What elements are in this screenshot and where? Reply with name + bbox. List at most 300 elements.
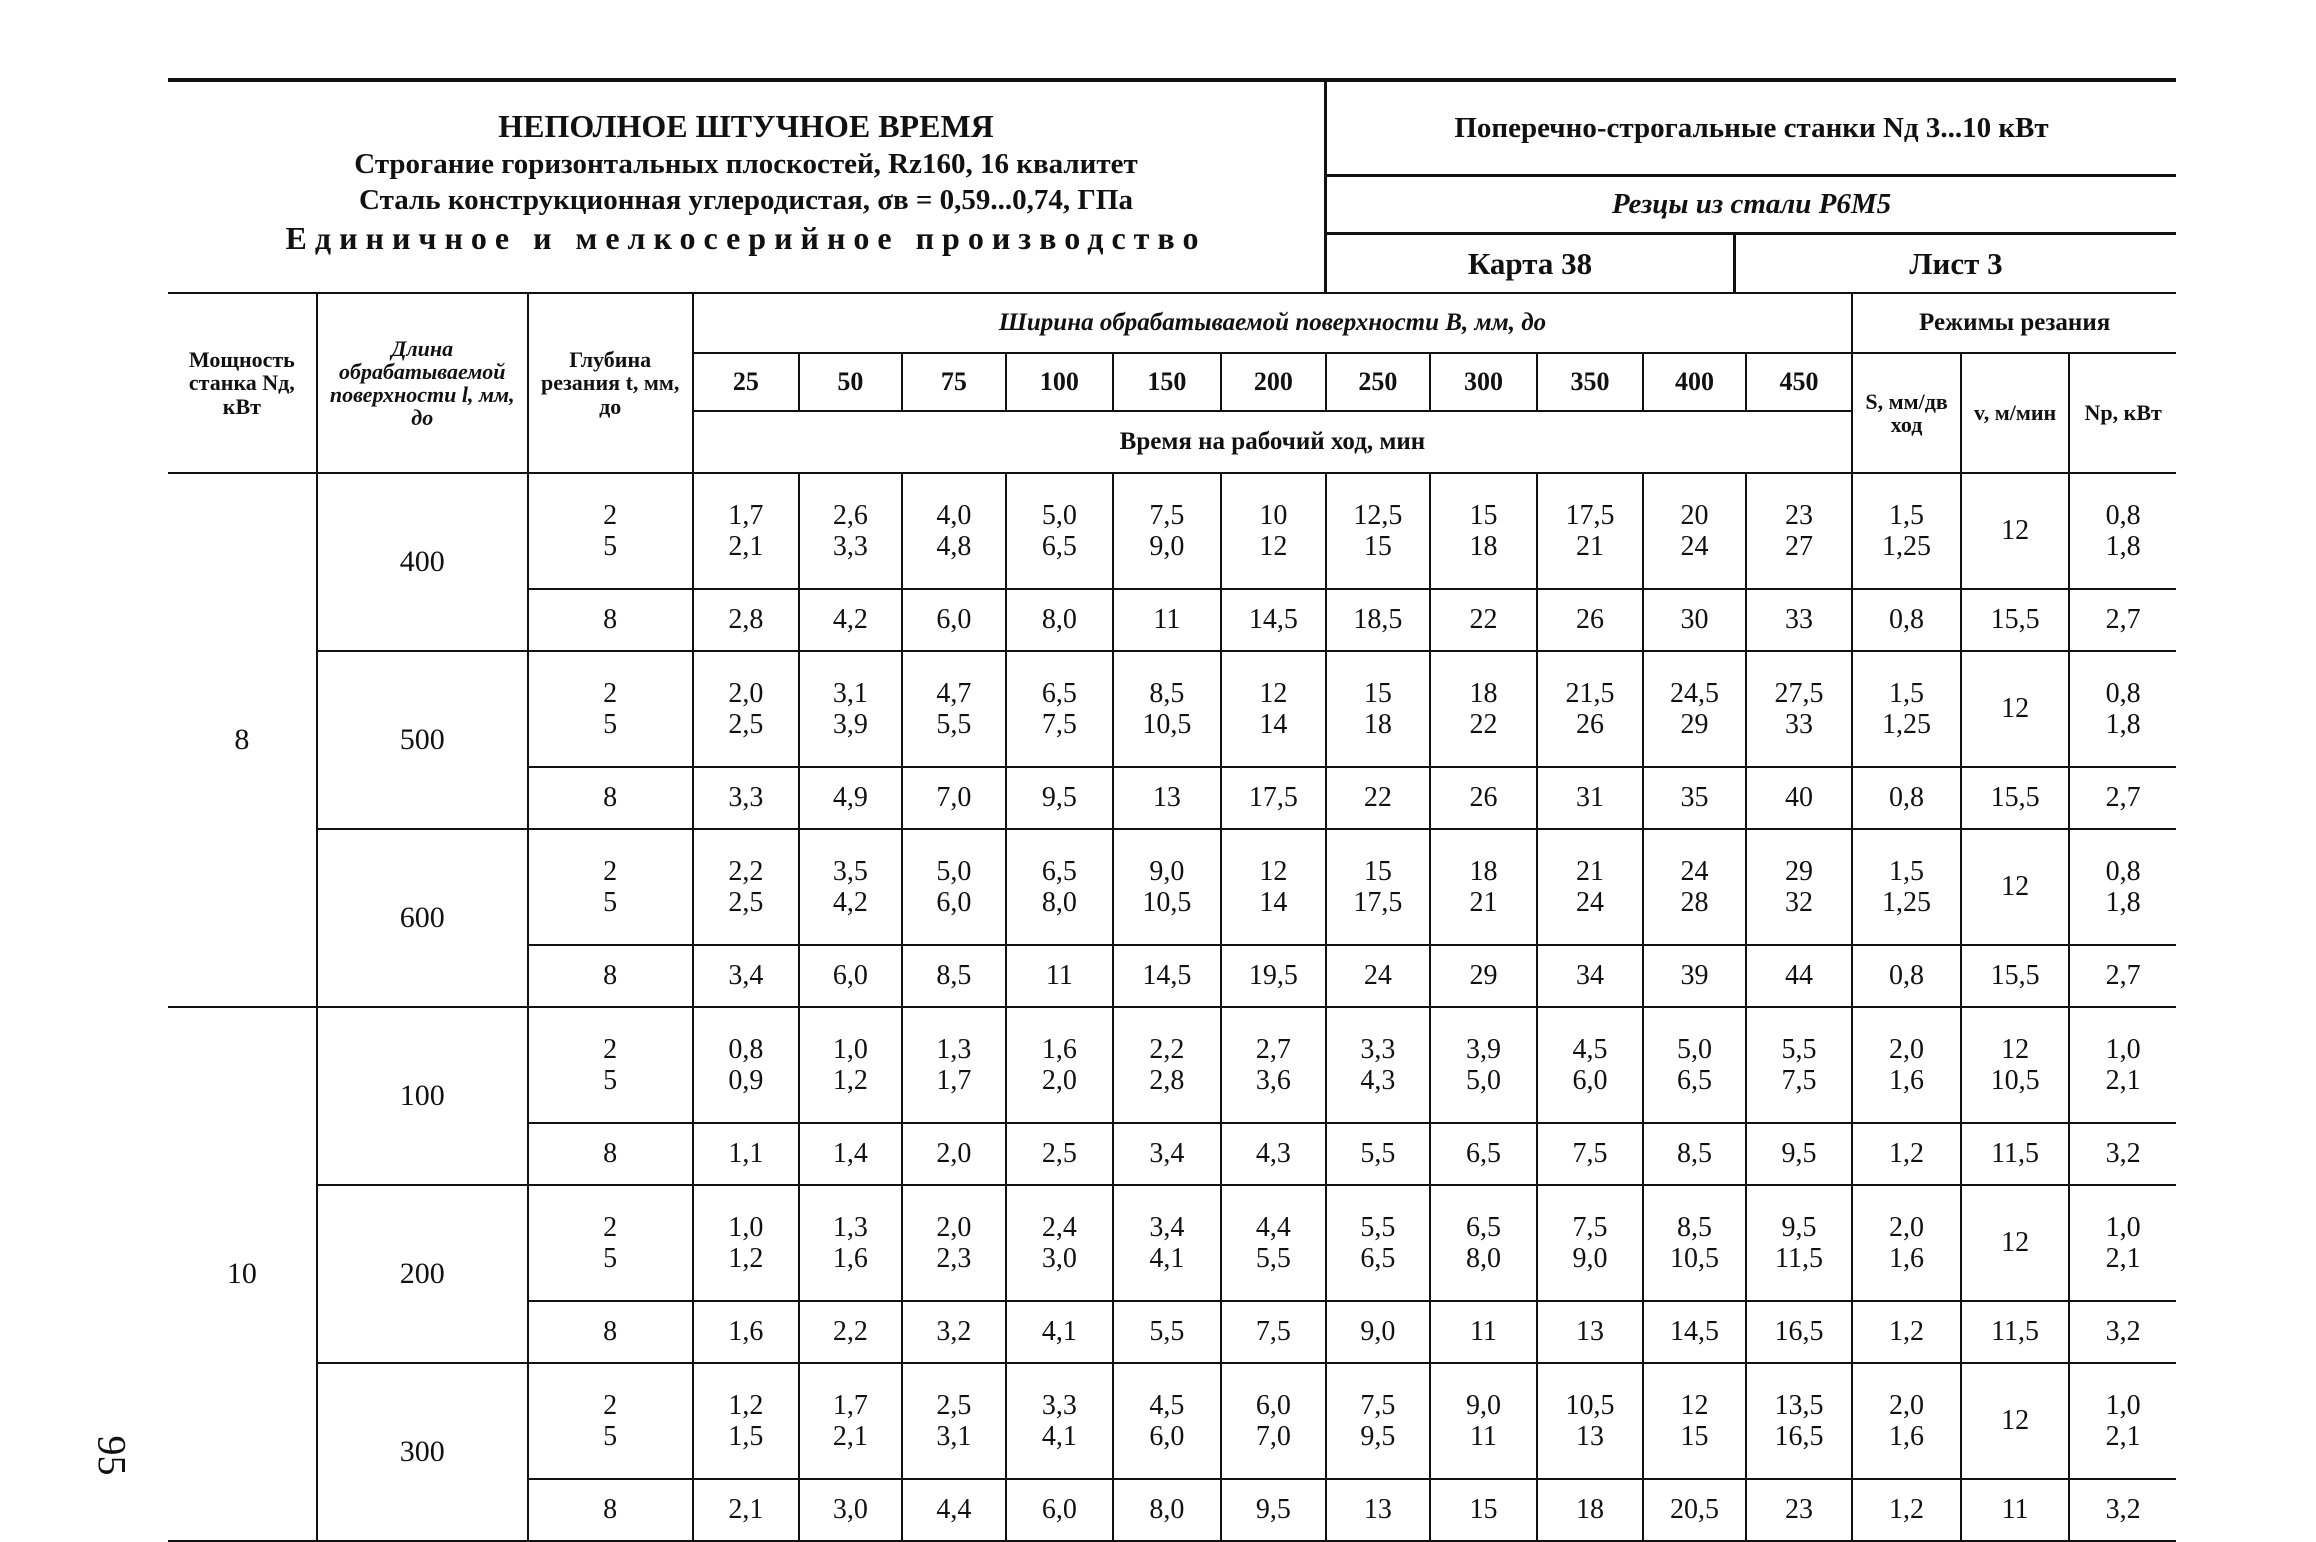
time-cell-value: 2,1 xyxy=(728,531,764,562)
time-cell xyxy=(1537,589,1644,651)
time-cell-value: 1,2 xyxy=(728,1389,764,1421)
length-cell: 200 xyxy=(317,1185,528,1363)
time-cell xyxy=(1746,1363,1853,1479)
time-cell-value: 18 xyxy=(1575,1494,1604,1526)
time-cell-value: 13,5 xyxy=(1774,1389,1824,1421)
time-cell-value: 2,6 xyxy=(832,499,868,531)
time-cell-value: 10,5 xyxy=(1142,709,1192,740)
time-cell xyxy=(902,1301,1007,1363)
time-cell xyxy=(799,1185,902,1301)
time-cell xyxy=(1006,1363,1113,1479)
speed-cell-value: 12 xyxy=(2001,515,2030,547)
time-cell xyxy=(1006,589,1113,651)
feed-cell xyxy=(1852,473,1961,589)
depth-cell xyxy=(528,1185,693,1301)
time-cell-value: 5,0 xyxy=(936,855,972,887)
time-cell-value: 3,3 xyxy=(728,782,764,814)
time-cell xyxy=(1221,767,1326,829)
time-cell-value: 10,5 xyxy=(1669,1243,1719,1274)
time-cell-value: 7,5 xyxy=(1360,1389,1396,1421)
time-cell-value: 4,4 xyxy=(936,1494,972,1526)
time-cell xyxy=(1643,651,1746,767)
time-cell xyxy=(1326,1363,1431,1479)
time-cell-value: 14,5 xyxy=(1248,604,1298,636)
time-cell-value: 21 xyxy=(1575,531,1604,562)
time-cell-value: 2,8 xyxy=(728,604,764,636)
time-cell-value: 3,1 xyxy=(832,677,868,709)
speed-cell xyxy=(1961,829,2070,945)
time-cell-value: 4,1 xyxy=(1149,1243,1185,1274)
time-cell xyxy=(1113,1007,1222,1123)
width-header-cell: 25 xyxy=(693,353,800,411)
feed-cell-value: 1,25 xyxy=(1882,709,1932,740)
time-cell xyxy=(1643,1363,1746,1479)
feed-cell xyxy=(1852,589,1961,651)
time-cell xyxy=(902,829,1007,945)
time-cell-value: 7,0 xyxy=(1255,1421,1291,1452)
width-header-cell: 250 xyxy=(1326,353,1431,411)
depth-cell-value: 2 xyxy=(603,677,618,709)
time-cell xyxy=(1006,1301,1113,1363)
time-cell xyxy=(1006,651,1113,767)
time-cell-value: 7,5 xyxy=(1781,1065,1817,1096)
time-cell-value: 3,1 xyxy=(936,1421,972,1452)
time-cell-value: 8,5 xyxy=(1676,1138,1712,1170)
time-cell xyxy=(693,589,800,651)
power-cut-cell xyxy=(2069,829,2176,945)
time-cell xyxy=(693,829,800,945)
time-cell-value: 6,5 xyxy=(1041,531,1077,562)
time-cell xyxy=(1326,1479,1431,1541)
time-cell xyxy=(799,945,902,1007)
time-cell xyxy=(1430,589,1537,651)
time-cell-value: 4,9 xyxy=(832,782,868,814)
time-cell xyxy=(799,1363,902,1479)
time-cell xyxy=(1326,589,1431,651)
time-cell-value: 26 xyxy=(1575,709,1604,740)
time-cell xyxy=(799,767,902,829)
time-cell-value: 8,0 xyxy=(1465,1243,1501,1274)
speed-cell-value: 15,5 xyxy=(1990,960,2040,992)
time-cell-value: 2,5 xyxy=(728,887,764,918)
time-cell-value: 15 xyxy=(1363,677,1392,709)
time-cell-value: 1,4 xyxy=(832,1138,868,1170)
time-cell-value: 12 xyxy=(1259,855,1288,887)
time-cell-value: 7,5 xyxy=(1255,1316,1291,1348)
time-cell-value: 22 xyxy=(1363,782,1392,814)
page-title: НЕПОЛНОЕ ШТУЧНОЕ ВРЕМЯ xyxy=(498,108,994,144)
time-cell xyxy=(693,1479,800,1541)
time-cell-value: 3,0 xyxy=(832,1494,868,1526)
time-cell xyxy=(1537,1363,1644,1479)
speed-cell-value: 12 xyxy=(2001,1227,2030,1259)
feed-cell-value: 2,0 xyxy=(1889,1033,1925,1065)
length-cell: 500 xyxy=(317,651,528,829)
time-cell-value: 1,1 xyxy=(728,1138,764,1170)
speed-cell xyxy=(1961,1007,2070,1123)
time-cell-value: 18 xyxy=(1469,677,1498,709)
speed-cell xyxy=(1961,589,2070,651)
time-cell-value: 6,0 xyxy=(1041,1494,1077,1526)
time-cell xyxy=(1113,829,1222,945)
time-cell-value: 5,0 xyxy=(1041,499,1077,531)
time-cell-value: 4,3 xyxy=(1360,1065,1396,1096)
time-cell-value: 24 xyxy=(1363,960,1392,992)
time-cell-value: 5,0 xyxy=(1676,1033,1712,1065)
feed-cell-value: 1,6 xyxy=(1889,1421,1925,1452)
time-cell-value: 6,5 xyxy=(1041,855,1077,887)
time-cell-value: 9,0 xyxy=(1149,531,1185,562)
time-cell-value: 40 xyxy=(1785,782,1813,814)
width-header-cell: 400 xyxy=(1643,353,1746,411)
depth-cell-value: 8 xyxy=(603,604,618,636)
header-title-block xyxy=(168,82,1327,292)
feed-cell xyxy=(1852,1007,1961,1123)
time-cell xyxy=(1746,651,1853,767)
time-cell-value: 7,5 xyxy=(1572,1211,1608,1243)
time-cell-value: 10 xyxy=(1259,499,1288,531)
time-cell-value: 8,5 xyxy=(1676,1211,1712,1243)
time-cell-value: 4,5 xyxy=(1149,1389,1185,1421)
time-cell xyxy=(1537,1007,1644,1123)
time-cell xyxy=(1430,1479,1537,1541)
time-cell xyxy=(1746,589,1853,651)
depth-cell xyxy=(528,1479,693,1541)
feed-cell-value: 1,6 xyxy=(1889,1065,1925,1096)
time-cell-value: 2,2 xyxy=(1149,1033,1185,1065)
time-cell-value: 22 xyxy=(1469,709,1498,740)
speed-cell xyxy=(1961,1123,2070,1185)
feed-cell-value: 1,5 xyxy=(1889,677,1925,709)
time-cell xyxy=(902,1007,1007,1123)
power-cut-cell xyxy=(2069,473,2176,589)
time-cell xyxy=(1537,651,1644,767)
time-cell xyxy=(1113,767,1222,829)
feed-cell xyxy=(1852,1479,1961,1541)
time-cell-value: 3,6 xyxy=(1255,1065,1291,1096)
width-header-cell: 75 xyxy=(902,353,1007,411)
time-cell-value: 3,2 xyxy=(936,1316,972,1348)
depth-cell xyxy=(528,589,693,651)
width-header-cell: 450 xyxy=(1746,353,1853,411)
depth-cell xyxy=(528,1007,693,1123)
time-cell xyxy=(1326,767,1431,829)
power-cut-cell-value: 1,8 xyxy=(2105,531,2141,562)
time-cell xyxy=(799,1007,902,1123)
speed-cell-value: 11 xyxy=(2001,1494,2029,1526)
time-cell-value: 6,0 xyxy=(1255,1389,1291,1421)
time-cell-value: 23 xyxy=(1785,1494,1813,1526)
time-cell-value: 15 xyxy=(1680,1421,1709,1452)
time-cell-value: 16,5 xyxy=(1774,1316,1824,1348)
time-cell-value: 6,5 xyxy=(1465,1138,1501,1170)
length-cell: 600 xyxy=(317,829,528,1007)
time-cell-value: 13 xyxy=(1575,1421,1604,1452)
depth-cell-value: 8 xyxy=(603,782,618,814)
speed-cell-value: 11,5 xyxy=(1991,1316,2040,1348)
time-cell-value: 24 xyxy=(1680,855,1709,887)
power-cut-cell xyxy=(2069,1185,2176,1301)
time-cell-value: 33 xyxy=(1785,604,1813,636)
time-cell xyxy=(1006,473,1113,589)
time-cell xyxy=(1430,945,1537,1007)
time-cell xyxy=(1326,945,1431,1007)
time-cell-value: 2,4 xyxy=(1041,1211,1077,1243)
sheet-number: Лист 3 xyxy=(1909,246,2003,281)
time-cell xyxy=(1643,945,1746,1007)
time-cell-value: 6,0 xyxy=(1572,1065,1608,1096)
speed-cell-value: 15,5 xyxy=(1990,604,2040,636)
feed-cell-value: 0,8 xyxy=(1889,782,1925,814)
depth-cell xyxy=(528,945,693,1007)
cutters-label: Резцы из стали Р6М5 xyxy=(1327,177,2176,235)
power-cut-cell-value: 2,1 xyxy=(2105,1065,2141,1096)
feed-cell-value: 0,8 xyxy=(1889,960,1925,992)
power-cut-cell-value: 2,7 xyxy=(2105,960,2141,992)
header-speed: v, м/мин xyxy=(1961,353,2070,473)
length-cell: 300 xyxy=(317,1363,528,1541)
width-header-cell: 50 xyxy=(799,353,902,411)
depth-cell xyxy=(528,767,693,829)
time-cell-value: 33 xyxy=(1785,709,1813,740)
time-cell xyxy=(693,1007,800,1123)
speed-cell xyxy=(1961,945,2070,1007)
time-cell xyxy=(902,651,1007,767)
depth-cell-value: 5 xyxy=(603,1243,618,1274)
time-cell-value: 27,5 xyxy=(1774,677,1824,709)
feed-cell xyxy=(1852,1185,1961,1301)
time-cell-value: 9,0 xyxy=(1360,1316,1396,1348)
time-cell-value: 2,1 xyxy=(832,1421,868,1452)
time-cell xyxy=(1430,1007,1537,1123)
time-cell-value: 6,5 xyxy=(1041,677,1077,709)
time-cell xyxy=(1113,589,1222,651)
width-header-cell: 200 xyxy=(1221,353,1326,411)
time-cell xyxy=(1006,1123,1113,1185)
time-cell-value: 1,6 xyxy=(832,1243,868,1274)
time-cell-value: 4,7 xyxy=(936,677,972,709)
time-cell-value: 28 xyxy=(1680,887,1709,918)
depth-cell-value: 5 xyxy=(603,531,618,562)
power-cut-cell-value: 1,8 xyxy=(2105,887,2141,918)
time-cell-value: 7,5 xyxy=(1149,499,1185,531)
time-cell xyxy=(1221,945,1326,1007)
time-cell xyxy=(1430,1301,1537,1363)
time-cell-value: 2,5 xyxy=(1041,1138,1077,1170)
depth-cell-value: 8 xyxy=(603,1316,618,1348)
time-cell-value: 4,5 xyxy=(1572,1033,1608,1065)
time-cell-value: 3,4 xyxy=(1149,1138,1185,1170)
time-cell-value: 1,6 xyxy=(728,1316,764,1348)
time-cell-value: 20,5 xyxy=(1669,1494,1719,1526)
feed-cell xyxy=(1852,767,1961,829)
power-cut-cell-value: 0,8 xyxy=(2105,677,2141,709)
time-cell-value: 12 xyxy=(1680,1389,1709,1421)
time-cell xyxy=(1006,829,1113,945)
width-header-cell: 300 xyxy=(1430,353,1537,411)
time-cell-value: 2,0 xyxy=(936,1138,972,1170)
time-cell-value: 2,8 xyxy=(1149,1065,1185,1096)
depth-cell-value: 2 xyxy=(603,499,618,531)
time-cell-value: 6,0 xyxy=(1149,1421,1185,1452)
time-cell-value: 1,5 xyxy=(728,1421,764,1452)
table-row xyxy=(168,473,2176,589)
time-cell xyxy=(1221,589,1326,651)
time-cell-value: 0,9 xyxy=(728,1065,764,1096)
time-cell-value: 14 xyxy=(1259,887,1288,918)
time-cell-value: 9,5 xyxy=(1041,782,1077,814)
time-cell-value: 44 xyxy=(1785,960,1813,992)
time-cell-value: 3,3 xyxy=(1041,1389,1077,1421)
power-cut-cell-value: 2,1 xyxy=(2105,1421,2141,1452)
power-cut-cell xyxy=(2069,945,2176,1007)
time-cell-value: 4,1 xyxy=(1041,1316,1077,1348)
time-cell-value: 3,9 xyxy=(832,709,868,740)
time-cell-value: 6,0 xyxy=(936,887,972,918)
depth-cell-value: 2 xyxy=(603,855,618,887)
speed-cell xyxy=(1961,1301,2070,1363)
power-cut-cell xyxy=(2069,589,2176,651)
time-cell-value: 9,5 xyxy=(1781,1211,1817,1243)
time-cell xyxy=(902,589,1007,651)
feed-cell-value: 1,25 xyxy=(1882,887,1932,918)
time-cell xyxy=(693,473,800,589)
header-power-cut: Nр, кВт xyxy=(2069,353,2176,473)
time-cell xyxy=(1430,1123,1537,1185)
time-cell xyxy=(1326,1301,1431,1363)
feed-cell-value: 1,2 xyxy=(1889,1316,1925,1348)
time-cell-value: 5,5 xyxy=(1360,1211,1396,1243)
time-cell xyxy=(1221,829,1326,945)
feed-cell xyxy=(1852,1123,1961,1185)
time-cell-value: 21 xyxy=(1575,855,1604,887)
time-cell-value: 1,7 xyxy=(728,499,764,531)
time-cell xyxy=(693,1363,800,1479)
power-cut-cell-value: 3,2 xyxy=(2105,1138,2141,1170)
time-cell xyxy=(1537,829,1644,945)
time-cell-value: 4,1 xyxy=(1041,1421,1077,1452)
time-cell xyxy=(1221,1363,1326,1479)
feed-cell xyxy=(1852,651,1961,767)
time-cell-value: 14,5 xyxy=(1142,960,1192,992)
time-cell xyxy=(799,1479,902,1541)
depth-cell xyxy=(528,473,693,589)
time-cell xyxy=(1746,1479,1853,1541)
time-cell xyxy=(1006,1185,1113,1301)
time-cell-value: 26 xyxy=(1469,782,1498,814)
power-cut-cell-value: 0,8 xyxy=(2105,499,2141,531)
time-cell xyxy=(1643,1479,1746,1541)
feed-cell-value: 1,25 xyxy=(1882,531,1932,562)
time-cell-value: 13 xyxy=(1575,1316,1604,1348)
power-cut-cell-value: 2,7 xyxy=(2105,604,2141,636)
time-cell-value: 2,0 xyxy=(1041,1065,1077,1096)
header-depth: Глубина резания t, мм, до xyxy=(528,293,693,473)
time-cell xyxy=(1221,1007,1326,1123)
time-cell-value: 8,5 xyxy=(1149,677,1185,709)
time-cell xyxy=(1643,1185,1746,1301)
time-cell xyxy=(1113,945,1222,1007)
time-cell xyxy=(1006,945,1113,1007)
time-cell xyxy=(1006,1007,1113,1123)
time-cell-value: 3,9 xyxy=(1465,1033,1501,1065)
table-row xyxy=(168,829,2176,945)
depth-cell xyxy=(528,1363,693,1479)
speed-cell-value: 12 xyxy=(2001,1033,2030,1065)
time-cell xyxy=(1537,1301,1644,1363)
time-cell-value: 11 xyxy=(1469,1316,1497,1348)
time-cell-value: 23 xyxy=(1785,499,1813,531)
time-cell-value: 9,0 xyxy=(1465,1389,1501,1421)
time-cell xyxy=(1643,1301,1746,1363)
time-cell-value: 8,0 xyxy=(1041,887,1077,918)
feed-cell-value: 0,8 xyxy=(1889,604,1925,636)
time-cell-value: 8,0 xyxy=(1149,1494,1185,1526)
time-cell xyxy=(1537,473,1644,589)
time-cell xyxy=(1537,767,1644,829)
speed-cell xyxy=(1961,1185,2070,1301)
time-cell xyxy=(902,1185,1007,1301)
time-cell-value: 34 xyxy=(1575,960,1604,992)
time-cell-value: 9,5 xyxy=(1360,1421,1396,1452)
time-cell xyxy=(1537,1123,1644,1185)
width-header-cell: 150 xyxy=(1113,353,1222,411)
time-cell-value: 11 xyxy=(1469,1421,1497,1452)
time-cell xyxy=(799,1123,902,1185)
time-cell-value: 1,0 xyxy=(832,1033,868,1065)
time-cell xyxy=(693,1185,800,1301)
feed-cell xyxy=(1852,945,1961,1007)
time-cell-value: 21 xyxy=(1469,887,1498,918)
time-cell-value: 1,2 xyxy=(728,1243,764,1274)
width-header-cell: 100 xyxy=(1006,353,1113,411)
time-cell xyxy=(799,473,902,589)
depth-cell-value: 8 xyxy=(603,1494,618,1526)
depth-cell-value: 5 xyxy=(603,1065,618,1096)
time-cell xyxy=(1430,1363,1537,1479)
power-cut-cell xyxy=(2069,1123,2176,1185)
time-cell-value: 20 xyxy=(1680,499,1709,531)
time-cell xyxy=(1221,1123,1326,1185)
time-cell-value: 13 xyxy=(1152,782,1181,814)
time-cell xyxy=(1326,1123,1431,1185)
machines-label: Поперечно-строгальные станки Nд 3...10 кВт xyxy=(1327,82,2176,177)
time-cell xyxy=(1643,767,1746,829)
time-cell-value: 2,0 xyxy=(936,1211,972,1243)
time-cell-value: 0,8 xyxy=(728,1033,764,1065)
time-cell xyxy=(1746,1007,1853,1123)
power-cut-cell-value: 3,2 xyxy=(2105,1494,2141,1526)
time-cell-value: 1,7 xyxy=(832,1389,868,1421)
time-cell-value: 16,5 xyxy=(1774,1421,1824,1452)
depth-cell-value: 5 xyxy=(603,709,618,740)
power-cut-cell-value: 2,7 xyxy=(2105,782,2141,814)
depth-cell-value: 2 xyxy=(603,1211,618,1243)
speed-cell-value: 10,5 xyxy=(1990,1065,2040,1096)
time-cell-value: 18,5 xyxy=(1353,604,1403,636)
time-cell-value: 18 xyxy=(1469,531,1498,562)
time-cell-value: 6,5 xyxy=(1360,1243,1396,1274)
time-cell-value: 3,3 xyxy=(1360,1033,1396,1065)
time-cell xyxy=(1537,1185,1644,1301)
card-number: Карта 38 xyxy=(1327,235,1736,292)
time-cell-value: 6,0 xyxy=(832,960,868,992)
time-cell xyxy=(902,1479,1007,1541)
speed-cell xyxy=(1961,651,2070,767)
time-cell xyxy=(902,1123,1007,1185)
time-cell-value: 1,2 xyxy=(832,1065,868,1096)
time-cell-value: 5,0 xyxy=(1465,1065,1501,1096)
